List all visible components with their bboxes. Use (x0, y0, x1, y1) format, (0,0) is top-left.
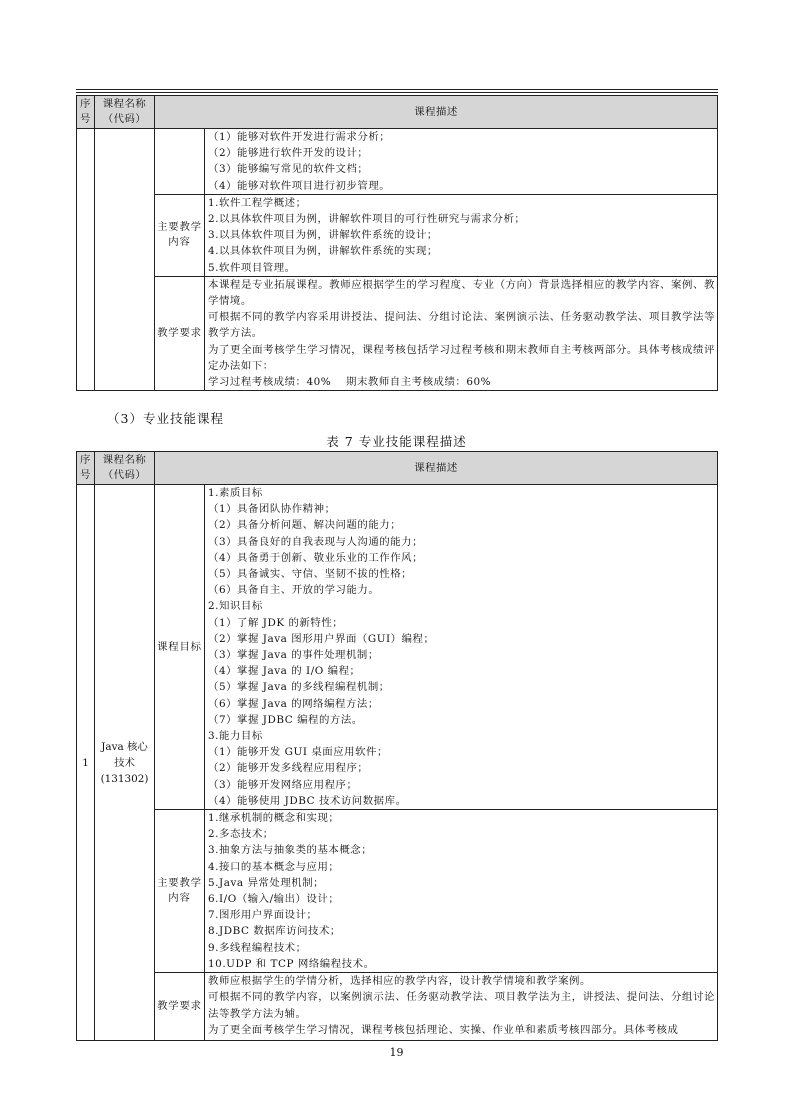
paragraph: 本课程是专业拓展课程。教师应根据学生的学习程度、专业（方向）背景选择相应的教学内容、案例、教学情境。 (208, 278, 715, 308)
list-item: 3.以具体软件项目为例，讲解软件系统的设计； (208, 229, 438, 242)
requirements-text (205, 276, 718, 390)
paragraph: 可根据不同的教学内容，以案例演示法、任务驱动教学法、项目教学法为主，讲授法、提问法、分组讨论法等教学方法为辅。 (208, 991, 715, 1020)
objectives-label: 课程目标 (155, 485, 205, 810)
list-item: 3.抽象方法与抽象类的基本概念； (208, 844, 373, 857)
content-text (205, 194, 718, 276)
list-item: 2.多态技术； (208, 828, 274, 841)
list-item: 7.图形用户界面设计； (208, 909, 318, 922)
header-rule (76, 92, 718, 93)
header-course-name: 课程名称 （代码） (95, 452, 155, 485)
requirements-row (77, 973, 718, 1041)
course-table (76, 451, 718, 1041)
list-item: 4.接口的基本概念与应用； (208, 860, 340, 873)
objectives-text (205, 485, 718, 810)
objectives-label-cell (155, 129, 205, 195)
list-item: （7）掌握 JDBC 编程的方法。 (208, 713, 363, 726)
list-item: 5.Java 异常处理机制； (208, 876, 325, 889)
list-item: （6）掌握 Java 的网络编程方法； (208, 697, 379, 710)
course-no-cell (77, 129, 95, 391)
list-item: 2.以具体软件项目为例，讲解软件项目的可行性研究与需求分析； (208, 213, 526, 226)
objectives-row (77, 129, 718, 195)
header-course-desc: 课程描述 (155, 96, 718, 129)
list-item: （3）掌握 Java 的事件处理机制； (208, 649, 379, 662)
list-item: 1.软件工程学概述； (208, 196, 307, 209)
requirements-text (205, 973, 718, 1041)
requirements-label: 教学要求 (155, 276, 205, 390)
header-no: 序 号 (77, 96, 95, 129)
list-item: 9.多线程编程技术； (208, 941, 307, 954)
list-item: （4）能够对软件项目进行初步管理。 (208, 179, 391, 192)
section-heading: （3）专业技能课程 (107, 411, 224, 426)
header-course-name: 课程名称 （代码） (95, 96, 155, 129)
list-item: 6.I/O（输入/输出）设计； (208, 893, 340, 906)
list-item: 5.软件项目管理。 (208, 261, 296, 274)
objectives-row (77, 485, 718, 810)
paragraph: 为了更全面考核学生学习情况，课程考核包括学习过程考核和期末教师自主考核两部分。具体考核成绩评定办法如下： (208, 343, 715, 372)
list-item: （1）具备团队协作精神； (208, 503, 336, 516)
list-item: （1）能够对软件开发进行需求分析； (208, 131, 391, 143)
table-header-row (77, 96, 718, 129)
course-no: 1 (77, 485, 95, 1041)
list-item: （4）具备勇于创新、敬业乐业的工作作风； (208, 551, 424, 564)
paragraph: 为了更全面考核学生学习情况，课程考核包括理论、实操、作业单和素质考核四部分。具体考核成 (208, 1023, 679, 1036)
list-item: （2）掌握 Java 图形用户界面（GUI）编程； (208, 632, 435, 645)
content-row (77, 194, 718, 276)
list-item: 8.JDBC 数据库访问技术； (208, 925, 341, 938)
content-text (205, 810, 718, 973)
list-item: 10.UDP 和 TCP 网络编程技术。 (208, 957, 375, 970)
course-name-cell (95, 129, 155, 391)
list-item: （5）具备诚实、守信、坚韧不拔的性格； (208, 568, 413, 581)
table-caption: 表 7 专业技能课程描述 (326, 434, 467, 449)
requirements-label: 教学要求 (155, 973, 205, 1041)
list-item: （2）能够开发多线程应用程序； (208, 762, 369, 775)
content-label: 主要教学 内容 (155, 810, 205, 973)
list-item: （3）能够开发网络应用程序； (208, 778, 358, 791)
paragraph: 学习过程考核成绩：40% 期末教师自主考核成绩：60% (208, 376, 492, 389)
objectives-text (205, 129, 718, 195)
content-label: 主要教学 内容 (155, 194, 205, 276)
header-course-desc: 课程描述 (155, 452, 718, 485)
list-item: （2）能够进行软件开发的设计； (208, 147, 369, 160)
list-item: 3.能力目标 (208, 730, 263, 743)
list-item: （4）能够使用 JDBC 技术访问数据库。 (208, 794, 407, 807)
course-name: Java 核心 技术 (131302) (95, 485, 155, 1041)
list-item: （1）了解 JDK 的新特性； (208, 616, 344, 629)
header-no: 序 号 (77, 452, 95, 485)
page-number: 19 (389, 1046, 404, 1059)
content-row (77, 810, 718, 973)
list-item: 1.继承机制的概念和实现； (208, 812, 340, 825)
paragraph: 可根据不同的教学内容采用讲授法、提问法、分组讨论法、案例演示法、任务驱动教学法、项目教学法等教学方法。 (208, 311, 715, 340)
list-item: （2）具备分析问题、解决问题的能力； (208, 519, 402, 532)
table-header-row (77, 452, 718, 485)
list-item: （3）具备良好的自我表现与人沟通的能力； (208, 535, 424, 548)
list-item: 4.以具体软件项目为例，讲解软件系统的实现； (208, 245, 438, 258)
list-item: （1）能够开发 GUI 桌面应用软件； (208, 746, 388, 759)
list-item: （4）掌握 Java 的 I/O 编程； (208, 665, 361, 678)
list-item: （6）具备自主、开放的学习能力。 (208, 584, 380, 597)
header-rule (76, 89, 718, 90)
course-table-continued (76, 95, 718, 391)
list-item: （5）掌握 Java 的多线程编程机制； (208, 681, 390, 694)
list-item: 1.素质目标 (208, 487, 263, 499)
list-item: （3）能够编写常见的软件文档； (208, 163, 369, 176)
paragraph: 教师应根据学生的学情分析，选择相应的教学内容，设计教学情境和教学案例。 (208, 975, 591, 988)
list-item: 2.知识目标 (208, 600, 263, 613)
requirements-row (77, 276, 718, 390)
